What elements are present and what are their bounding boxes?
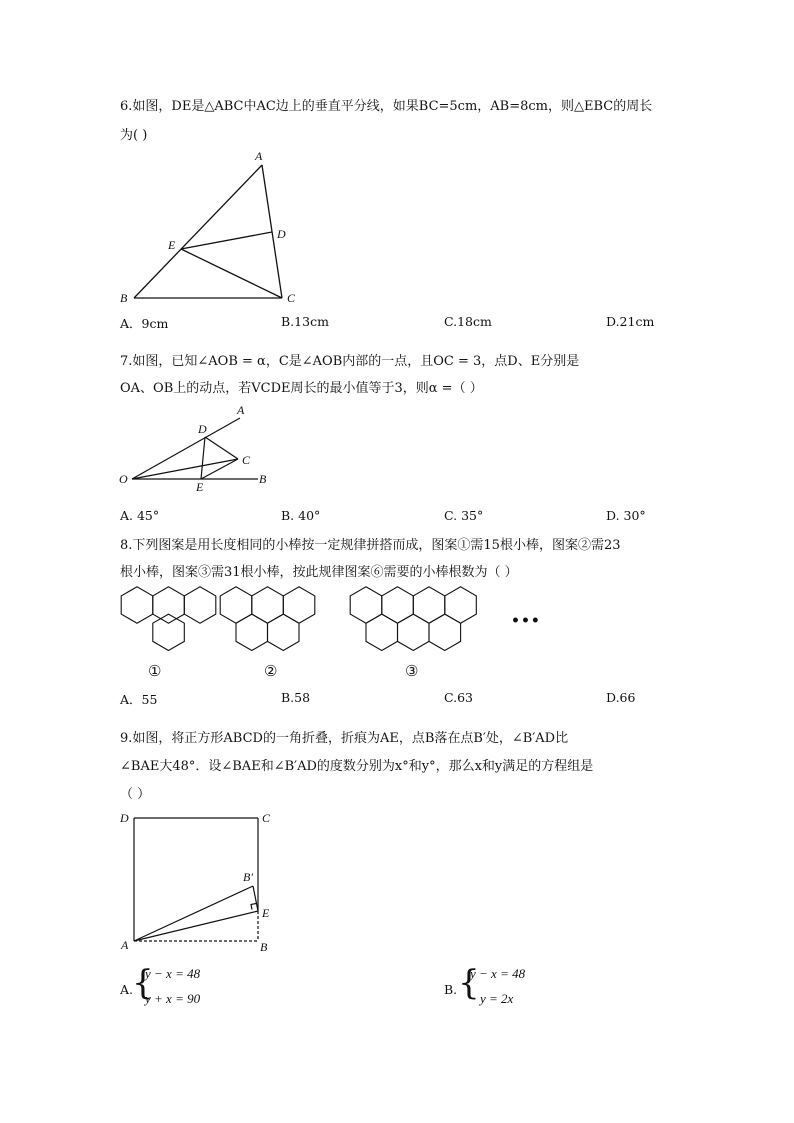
q9-label-d: D [120, 811, 129, 825]
q7-label-b: B [259, 472, 267, 486]
q6-option-d[interactable]: D.21cm [606, 314, 655, 329]
q7-label-e: E [196, 480, 204, 494]
q7-option-c[interactable]: C. 35° [444, 508, 484, 523]
q7-label-d: D [198, 422, 207, 436]
q6-stem-line2: 为( ) [120, 128, 148, 143]
q6-label-a: A [255, 149, 263, 163]
q9-right-angle-mark [251, 904, 256, 910]
q6-option-b[interactable]: B.13cm [281, 314, 329, 329]
q7-stem-line1: 7.如图，已知∠AOB = α，C是∠AOB内部的一点，且OC = 3，点D、E分别是 [120, 354, 580, 369]
q9-segment-abp [134, 886, 253, 941]
q7-option-a[interactable]: A. 45° [120, 508, 160, 523]
q8-ellipsis: ••• [511, 613, 541, 629]
q8-figure-label-1: ① [148, 662, 162, 680]
q8-option-d[interactable]: D.66 [606, 690, 636, 705]
q7-label-o: O [119, 472, 128, 486]
q9-label-a: A [121, 938, 129, 952]
q9-option-b-brace: { [458, 963, 480, 1003]
q9-option-a-eq2: y + x = 90 [145, 991, 201, 1006]
q9-option-a-brace: { [132, 963, 154, 1003]
q6-label-b: B [120, 291, 128, 305]
q9-option-a-letter[interactable]: A. [120, 982, 134, 997]
q9-option-b-eq2: y = 2x [480, 991, 514, 1006]
q8-option-a[interactable]: A．55 [120, 692, 158, 707]
q9-option-b-eq1: y − x = 48 [470, 966, 526, 981]
q7-label-a: A [237, 403, 245, 417]
q9-label-b: B [260, 940, 268, 954]
q9-stem-line3: （ ） [120, 787, 151, 802]
q6-stem-line1: 6.如图，DE是△ABC中AC边上的垂直平分线，如果BC=5cm，AB=8cm，则△EBC的周长 [120, 99, 653, 114]
q8-figure-label-3: ③ [405, 662, 419, 680]
q6-label-c: C [287, 291, 296, 305]
q9-stem-line2: ∠BAE大48°．设∠BAE和∠B′AD的度数分别为x°和y°，那么x和y满足的方程组是 [120, 759, 594, 774]
q7-option-d[interactable]: D. 30° [606, 508, 646, 523]
q7-option-b[interactable]: B. 40° [281, 508, 321, 523]
q6-label-e: E [168, 238, 176, 252]
q7-label-c: C [242, 453, 251, 467]
q9-label-e: E [262, 906, 270, 920]
q6-option-a[interactable]: A．9cm [120, 316, 169, 331]
q6-label-d: D [277, 227, 286, 241]
q6-option-c[interactable]: C.18cm [444, 314, 492, 329]
q9-fold-ae [134, 911, 258, 941]
q8-stem-line1: 8.下列图案是用长度相同的小棒按一定规律拼搭而成，图案①需15根小棒，图案②需23 [120, 538, 621, 553]
q9-label-c: C [262, 811, 271, 825]
q8-option-c[interactable]: C.63 [444, 690, 473, 705]
q9-segment-bpe [253, 886, 258, 911]
q8-stem-line2: 根小棒，图案③需31根小棒，按此规律图案⑥需要的小棒根数为（ ） [120, 565, 518, 580]
q9-stem-line1: 9.如图，将正方形ABCD的一角折叠，折痕为AE，点B落在点B′处，∠B′AD比 [120, 731, 569, 746]
q7-stem-line2: OA、OB上的动点，若VCDE周长的最小值等于3，则α =（ ） [120, 381, 483, 396]
q9-option-a-eq1: y − x = 48 [145, 966, 201, 981]
q9-label-bp: B′ [243, 870, 253, 884]
q8-option-b[interactable]: B.58 [281, 690, 311, 705]
q9-option-b-letter[interactable]: B. [444, 982, 458, 997]
q8-figure-label-2: ② [264, 662, 278, 680]
